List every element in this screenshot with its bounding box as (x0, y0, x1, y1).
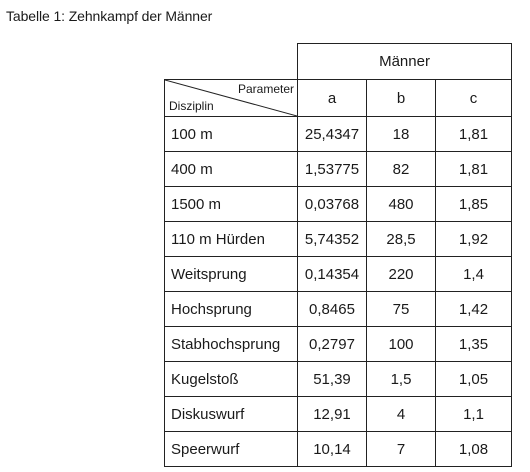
param-b-cell: 7 (367, 432, 436, 467)
param-c-cell: 1,81 (436, 117, 512, 152)
table-row (165, 257, 512, 292)
param-c-cell: 1,92 (436, 222, 512, 257)
param-b-cell: 4 (367, 397, 436, 432)
param-b-cell: 82 (367, 152, 436, 187)
empty-corner-cell (165, 44, 298, 80)
disziplin-cell: Diskuswurf (165, 397, 298, 432)
group-header-row (165, 44, 512, 80)
parameter-header-row (165, 80, 512, 117)
param-header-c: c (436, 80, 512, 117)
param-a-cell: 5,74352 (298, 222, 367, 257)
disziplin-cell: Kugelstoß (165, 362, 298, 397)
group-header-maenner: Männer (298, 44, 512, 80)
disziplin-cell: Weitsprung (165, 257, 298, 292)
param-a-cell: 51,39 (298, 362, 367, 397)
param-a-cell: 25,4347 (298, 117, 367, 152)
table-row (165, 397, 512, 432)
decathlon-parameters-table (164, 43, 512, 467)
table-row (165, 432, 512, 467)
param-a-cell: 12,91 (298, 397, 367, 432)
param-a-cell: 0,14354 (298, 257, 367, 292)
disziplin-cell: Speerwurf (165, 432, 298, 467)
param-a-cell: 0,03768 (298, 187, 367, 222)
param-b-cell: 75 (367, 292, 436, 327)
param-c-cell: 1,08 (436, 432, 512, 467)
param-c-cell: 1,1 (436, 397, 512, 432)
param-c-cell: 1,05 (436, 362, 512, 397)
table-row (165, 152, 512, 187)
param-c-cell: 1,85 (436, 187, 512, 222)
disziplin-cell: 110 m Hürden (165, 222, 298, 257)
table-row (165, 187, 512, 222)
param-c-cell: 1,81 (436, 152, 512, 187)
param-b-cell: 18 (367, 117, 436, 152)
disziplin-cell: 400 m (165, 152, 298, 187)
param-c-cell: 1,35 (436, 327, 512, 362)
disziplin-cell: 100 m (165, 117, 298, 152)
disziplin-cell: 1500 m (165, 187, 298, 222)
table-row (165, 362, 512, 397)
param-b-cell: 480 (367, 187, 436, 222)
param-a-cell: 0,8465 (298, 292, 367, 327)
param-header-a: a (298, 80, 367, 117)
param-a-cell: 1,53775 (298, 152, 367, 187)
param-c-cell: 1,4 (436, 257, 512, 292)
table-row (165, 292, 512, 327)
param-b-cell: 28,5 (367, 222, 436, 257)
disziplin-cell: Stabhochsprung (165, 327, 298, 362)
param-a-cell: 0,2797 (298, 327, 367, 362)
param-b-cell: 220 (367, 257, 436, 292)
param-header-b: b (367, 80, 436, 117)
param-c-cell: 1,42 (436, 292, 512, 327)
table-row (165, 117, 512, 152)
param-b-cell: 100 (367, 327, 436, 362)
parameter-label: Parameter (237, 82, 294, 96)
param-a-cell: 10,14 (298, 432, 367, 467)
param-b-cell: 1,5 (367, 362, 436, 397)
disziplin-cell: Hochsprung (165, 292, 298, 327)
table-caption: Tabelle 1: Zehnkampf der Männer (6, 8, 213, 24)
table-row (165, 222, 512, 257)
diagonal-header-cell (165, 80, 298, 117)
disziplin-label: Disziplin (169, 99, 214, 113)
table-row (165, 327, 512, 362)
